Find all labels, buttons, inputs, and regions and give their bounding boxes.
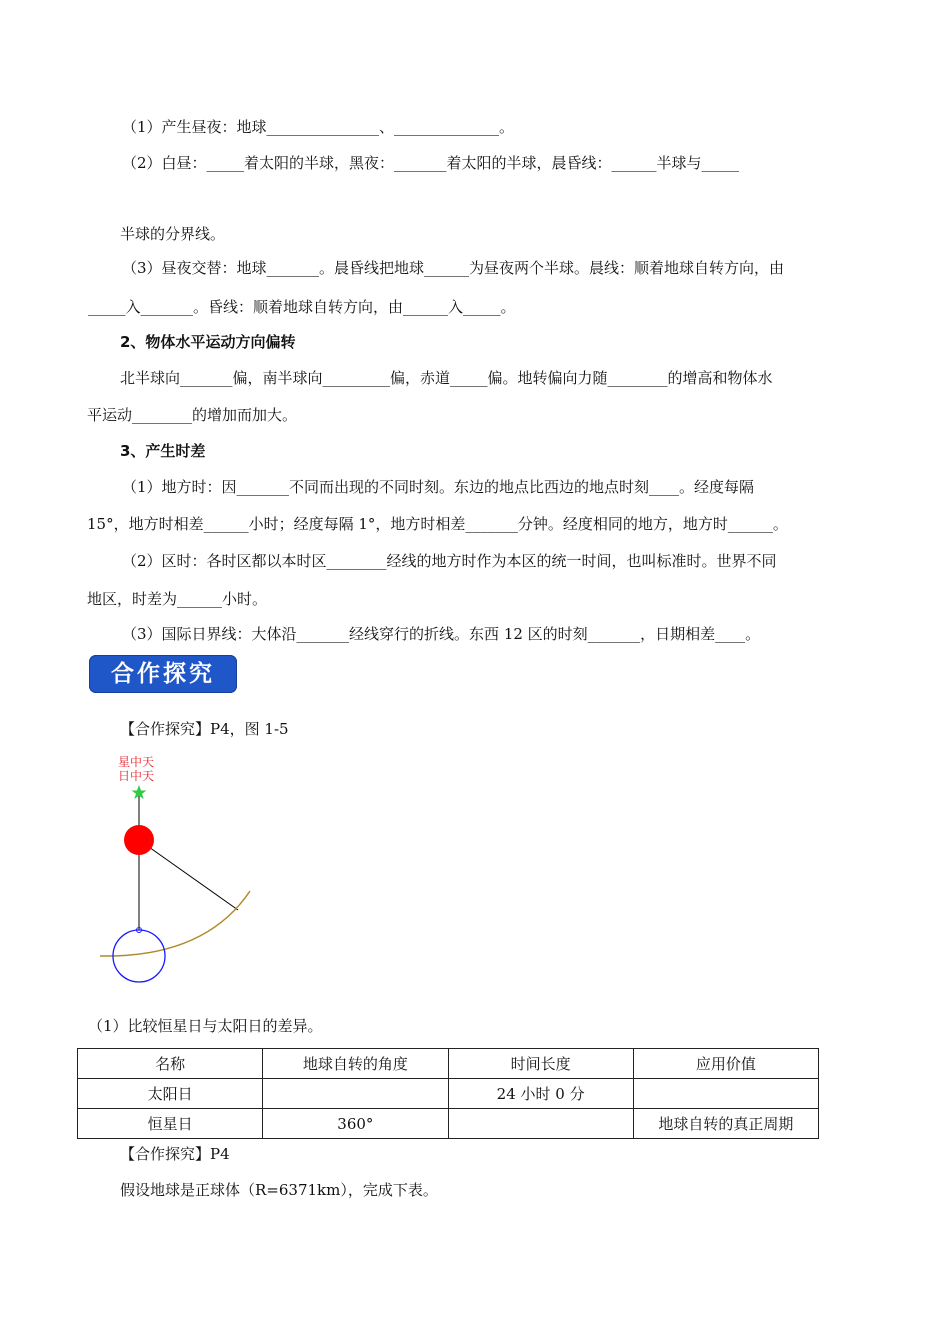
s1-line5: _____入_______。昏线：顺着地球自转方向，由______入_____。	[88, 298, 516, 316]
s1-line2: （2）白昼：_____着太阳的半球，黑夜：_______着太阳的半球，晨昏线：______半球与_____	[122, 154, 740, 172]
s2-line1: 北半球向_______偏，南半球向_________偏，赤道_____偏。地转偏向力随________的增高和物体水	[120, 369, 773, 387]
table-cell: 地球自转的真正周期	[633, 1109, 818, 1139]
sun-direction-line	[139, 840, 238, 910]
sidereal-solar-day-diagram	[95, 748, 265, 988]
table-row	[78, 1109, 819, 1139]
s3-line5: （3）国际日界线：大体沿_______经线穿行的折线。东西 12 区的时刻_______，日期相差____。	[122, 625, 761, 643]
table-header: 地球自转的角度	[263, 1049, 448, 1079]
explore-heading-1: 【合作探究】P4，图 1-5	[120, 720, 289, 738]
s3-line2: 15°，地方时相差______小时；经度每隔 1°，地方时相差_______分钟。经度相同的地方，地方时______。	[87, 515, 788, 533]
table-header: 应用价值	[633, 1049, 818, 1079]
s1-line4: （3）昼夜交替：地球_______。晨昏线把地球______为昼夜两个半球。晨线：顺着地球自转方向，由	[122, 259, 785, 277]
section2-heading: 2、物体水平运动方向偏转	[120, 333, 296, 351]
s3-line3: （2）区时：各时区都以本时区________经线的地方时作为本区的统一时间，也叫标准时。世界不同	[122, 552, 777, 570]
table-header: 时间长度	[448, 1049, 633, 1079]
day-comparison-table	[77, 1048, 819, 1139]
table-header: 名称	[78, 1049, 263, 1079]
table-header-row	[78, 1049, 819, 1079]
assumption-text: 假设地球是正球体（R=6371km），完成下表。	[120, 1181, 438, 1199]
s1-line3: 半球的分界线。	[120, 225, 226, 243]
label-sun-transit: 日中天	[118, 769, 155, 783]
table-cell: 恒星日	[78, 1109, 263, 1139]
earth-orbit-arc	[100, 891, 250, 956]
s1-line1: （1）产生昼夜：地球_______________、______________。	[122, 118, 515, 136]
s3-line4: 地区，时差为______小时。	[87, 590, 268, 608]
table-cell: 太阳日	[78, 1079, 263, 1109]
cooperative-inquiry-badge: 合作探究	[89, 655, 237, 693]
sun-icon	[124, 825, 154, 855]
question-1: （1）比较恒星日与太阳日的差异。	[88, 1017, 323, 1035]
table-cell	[633, 1079, 818, 1109]
s3-line1: （1）地方时：因_______不同而出现的不同时刻。东边的地点比西边的地点时刻____。经度每隔	[122, 478, 755, 496]
table-cell	[263, 1079, 448, 1109]
section3-heading: 3、产生时差	[120, 442, 206, 460]
label-star-transit: 星中天	[118, 755, 155, 769]
s2-line2: 平运动________的增加而加大。	[87, 406, 298, 424]
table-cell: 24 小时 0 分	[448, 1079, 633, 1109]
table-cell	[448, 1109, 633, 1139]
table-row	[78, 1079, 819, 1109]
explore-heading-2: 【合作探究】P4	[120, 1145, 230, 1163]
table-cell: 360°	[263, 1109, 448, 1139]
